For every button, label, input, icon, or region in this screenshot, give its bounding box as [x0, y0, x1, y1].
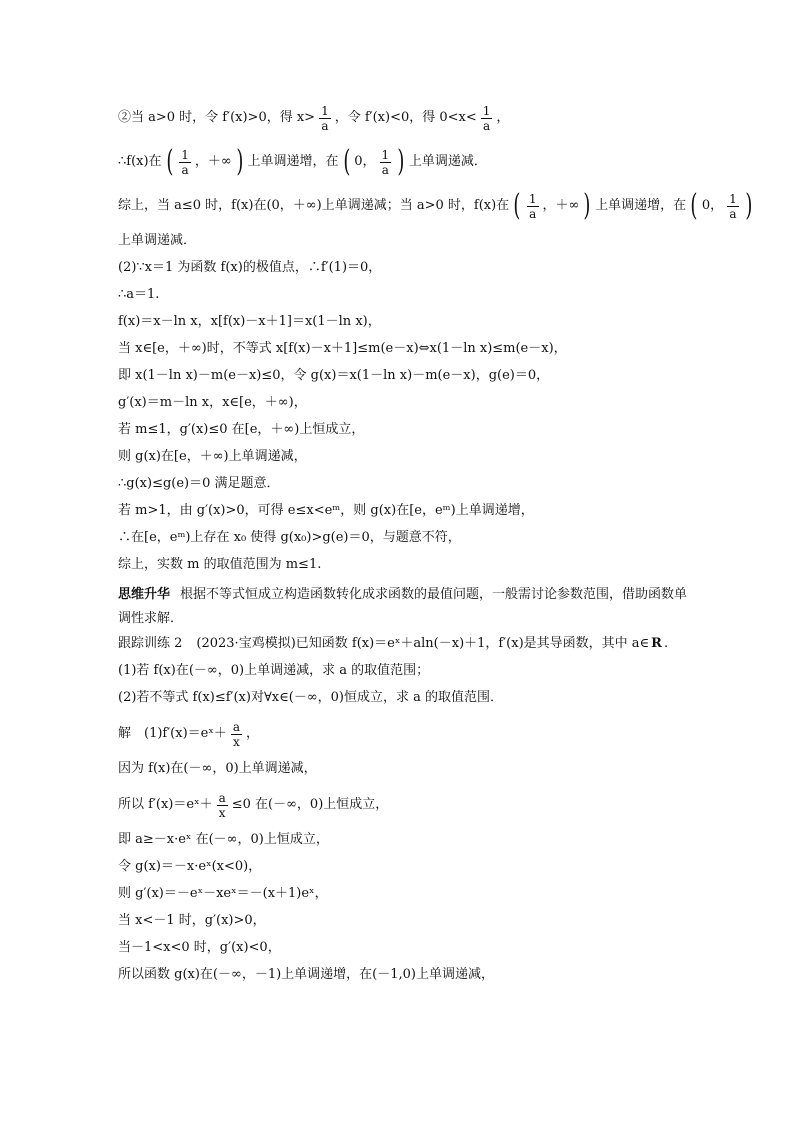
text-segment: 0， — [354, 154, 376, 169]
text-segment: 当 x∈[e，＋∞)时，不等式 x[f(x)－x＋1]≤m(e－x)⇔x(1－ln x)≤m(e－x)， — [118, 341, 567, 356]
text-segment: 综上，当 a≤0 时，f(x)在(0，＋∞)上单调递减；当 a>0 时，f(x)在 — [118, 198, 510, 213]
big-paren: ( — [513, 188, 521, 223]
fraction: $\frac{1}{a}$ — [729, 191, 737, 221]
fraction: $\frac{1}{a}$ — [321, 103, 329, 133]
text-line-s3 — [118, 787, 688, 823]
text-line-l1 — [118, 100, 688, 136]
fraction: $\frac{1}{a}$ — [528, 191, 537, 221]
text-segment: f(x)＝x－ln x，x[f(x)－x＋1]＝x(1－ln x)， — [118, 314, 381, 329]
practice-question-1 — [118, 662, 688, 680]
text-segment: ∴a＝1. — [118, 287, 160, 302]
solution-part-2 — [118, 716, 688, 984]
text-line-s5 — [118, 858, 688, 876]
text-segment: ， — [496, 110, 510, 125]
text-segment: 上单调递增，在 — [247, 154, 339, 169]
text-line-s9 — [118, 966, 688, 984]
text-line-l11 — [118, 421, 688, 439]
text-segment: 则 g(x)在[e，＋∞)上单调递减， — [118, 449, 307, 464]
big-paren: ( — [690, 188, 698, 223]
text-line-s1 — [118, 716, 688, 752]
text-segment: ∴f(x)在 — [118, 154, 162, 169]
solution-part-1 — [118, 100, 753, 574]
practice-label: 跟踪训练 2 — [118, 636, 183, 651]
text-line-l8 — [118, 340, 688, 358]
text-segment: (2)∵x＝1 为函数 f(x)的极值点，∴f′(1)＝0， — [118, 260, 382, 275]
text-segment: 即 x(1－ln x)－m(e－x)≤0，令 g(x)＝x(1－ln x)－m(e－x)，g(e)＝0， — [118, 368, 550, 383]
text-line-l14 — [118, 502, 688, 520]
big-paren: ) — [745, 188, 753, 223]
text-segment: 综上，实数 m 的取值范围为 m≤1. — [118, 557, 322, 572]
insight-block — [118, 583, 688, 631]
text-segment: 上单调递增，在 — [595, 198, 687, 213]
text-line-s7 — [118, 912, 688, 930]
text-line-l2 — [118, 144, 688, 180]
text-segment: g′(x)＝m－ln x，x∈[e，＋∞)， — [118, 395, 307, 410]
text-line-l6 — [118, 286, 688, 304]
text-segment: ，＋∞ — [194, 154, 232, 169]
big-paren: ( — [165, 144, 173, 179]
text-line-l3 — [118, 188, 753, 224]
practice-question-2 — [118, 689, 688, 707]
practice-header — [118, 635, 688, 653]
question-1-text: (1)若 f(x)在(－∞，0)上单调递减，求 a 的取值范围； — [118, 663, 430, 678]
text-segment: 所以 f′(x)＝eˣ＋ — [118, 797, 213, 812]
question-2-text: (2)若不等式 f(x)≤f′(x)对∀x∈(－∞，0)恒成立，求 a 的取值范围． — [118, 690, 504, 705]
big-paren: ) — [397, 144, 405, 179]
text-segment: ≤0 在(－∞，0)上恒成立， — [231, 797, 389, 812]
document-page — [118, 100, 753, 993]
insight-text: 根据不等式恒成立构造函数转化成求函数的最值问题，一般需讨论参数范围，借助函数单调性求解． — [118, 587, 688, 626]
text-segment: 因为 f(x)在(－∞，0)上单调递减， — [118, 761, 317, 776]
fraction: $\frac{1}{a}$ — [181, 147, 189, 177]
text-segment: 令 g(x)＝－x·eˣ(x<0)， — [118, 859, 262, 874]
text-line-s2 — [118, 760, 688, 778]
text-segment: 当－1<x<0 时，g′(x)<0， — [118, 940, 281, 955]
fraction: $\frac{a}{x}$ — [232, 719, 241, 749]
fraction: $\frac{a}{x}$ — [218, 790, 226, 820]
text-line-l9 — [118, 367, 688, 385]
text-segment: ∴在[e，eᵐ)上存在 x₀ 使得 g(x₀)>g(e)＝0，与题意不符， — [118, 530, 461, 545]
fraction: $\frac{1}{a}$ — [381, 147, 390, 177]
text-line-l4 — [118, 232, 688, 250]
text-segment: ∴g(x)≤g(e)＝0 满足题意． — [118, 476, 280, 491]
text-line-l10 — [118, 394, 688, 412]
text-line-s6 — [118, 885, 688, 903]
text-segment: 上单调递减． — [408, 154, 487, 169]
text-segment: ，令 f′(x)<0，得 0<x< — [334, 110, 477, 125]
text-line-l16 — [118, 556, 688, 574]
big-paren: ) — [583, 188, 591, 223]
text-segment: 当 x<－1 时，g′(x)>0， — [118, 913, 266, 928]
text-segment: 若 m>1，由 g′(x)>0，可得 e≤x<eᵐ，则 g(x)在[e，eᵐ)上单调递增， — [118, 503, 534, 518]
insight-label: 思维升华 — [118, 587, 171, 602]
text-line-s4 — [118, 831, 688, 849]
text-line-l15 — [118, 529, 688, 547]
fraction: $\frac{1}{a}$ — [482, 103, 491, 133]
text-segment: 若 m≤1，g′(x)≤0 在[e，＋∞)上恒成立， — [118, 422, 365, 437]
text-line-l13 — [118, 475, 688, 493]
text-segment: 所以函数 g(x)在(－∞，－1)上单调递增，在(－1,0)上单调递减， — [118, 967, 494, 982]
text-line-l7 — [118, 313, 688, 331]
text-segment: 上单调递减． — [118, 233, 197, 248]
text-line-l5 — [118, 259, 688, 277]
text-segment: 则 g′(x)＝－eˣ－xeˣ＝－(x＋1)eˣ， — [118, 886, 328, 901]
text-segment: ， — [246, 726, 260, 741]
big-paren: ) — [236, 144, 244, 179]
text-segment: ②当 a>0 时，令 f′(x)>0，得 x> — [118, 110, 316, 125]
text-line-s8 — [118, 939, 688, 957]
text-line-l12 — [118, 448, 688, 466]
text-segment: 即 a≥－x·eˣ 在(－∞，0)上恒成立， — [118, 832, 329, 847]
big-paren: ( — [342, 144, 350, 179]
text-segment: 解 (1)f′(x)＝eˣ＋ — [118, 726, 227, 741]
real-set-symbol: R — [651, 636, 662, 651]
text-segment: 0， — [701, 198, 724, 213]
text-segment: ，＋∞ — [542, 198, 580, 213]
practice-end: . — [663, 636, 669, 651]
practice-text: (2023·宝鸡模拟)已知函数 f(x)＝eˣ＋aln(－x)＋1，f′(x)是其导函数，其中 a∈ — [196, 636, 650, 651]
